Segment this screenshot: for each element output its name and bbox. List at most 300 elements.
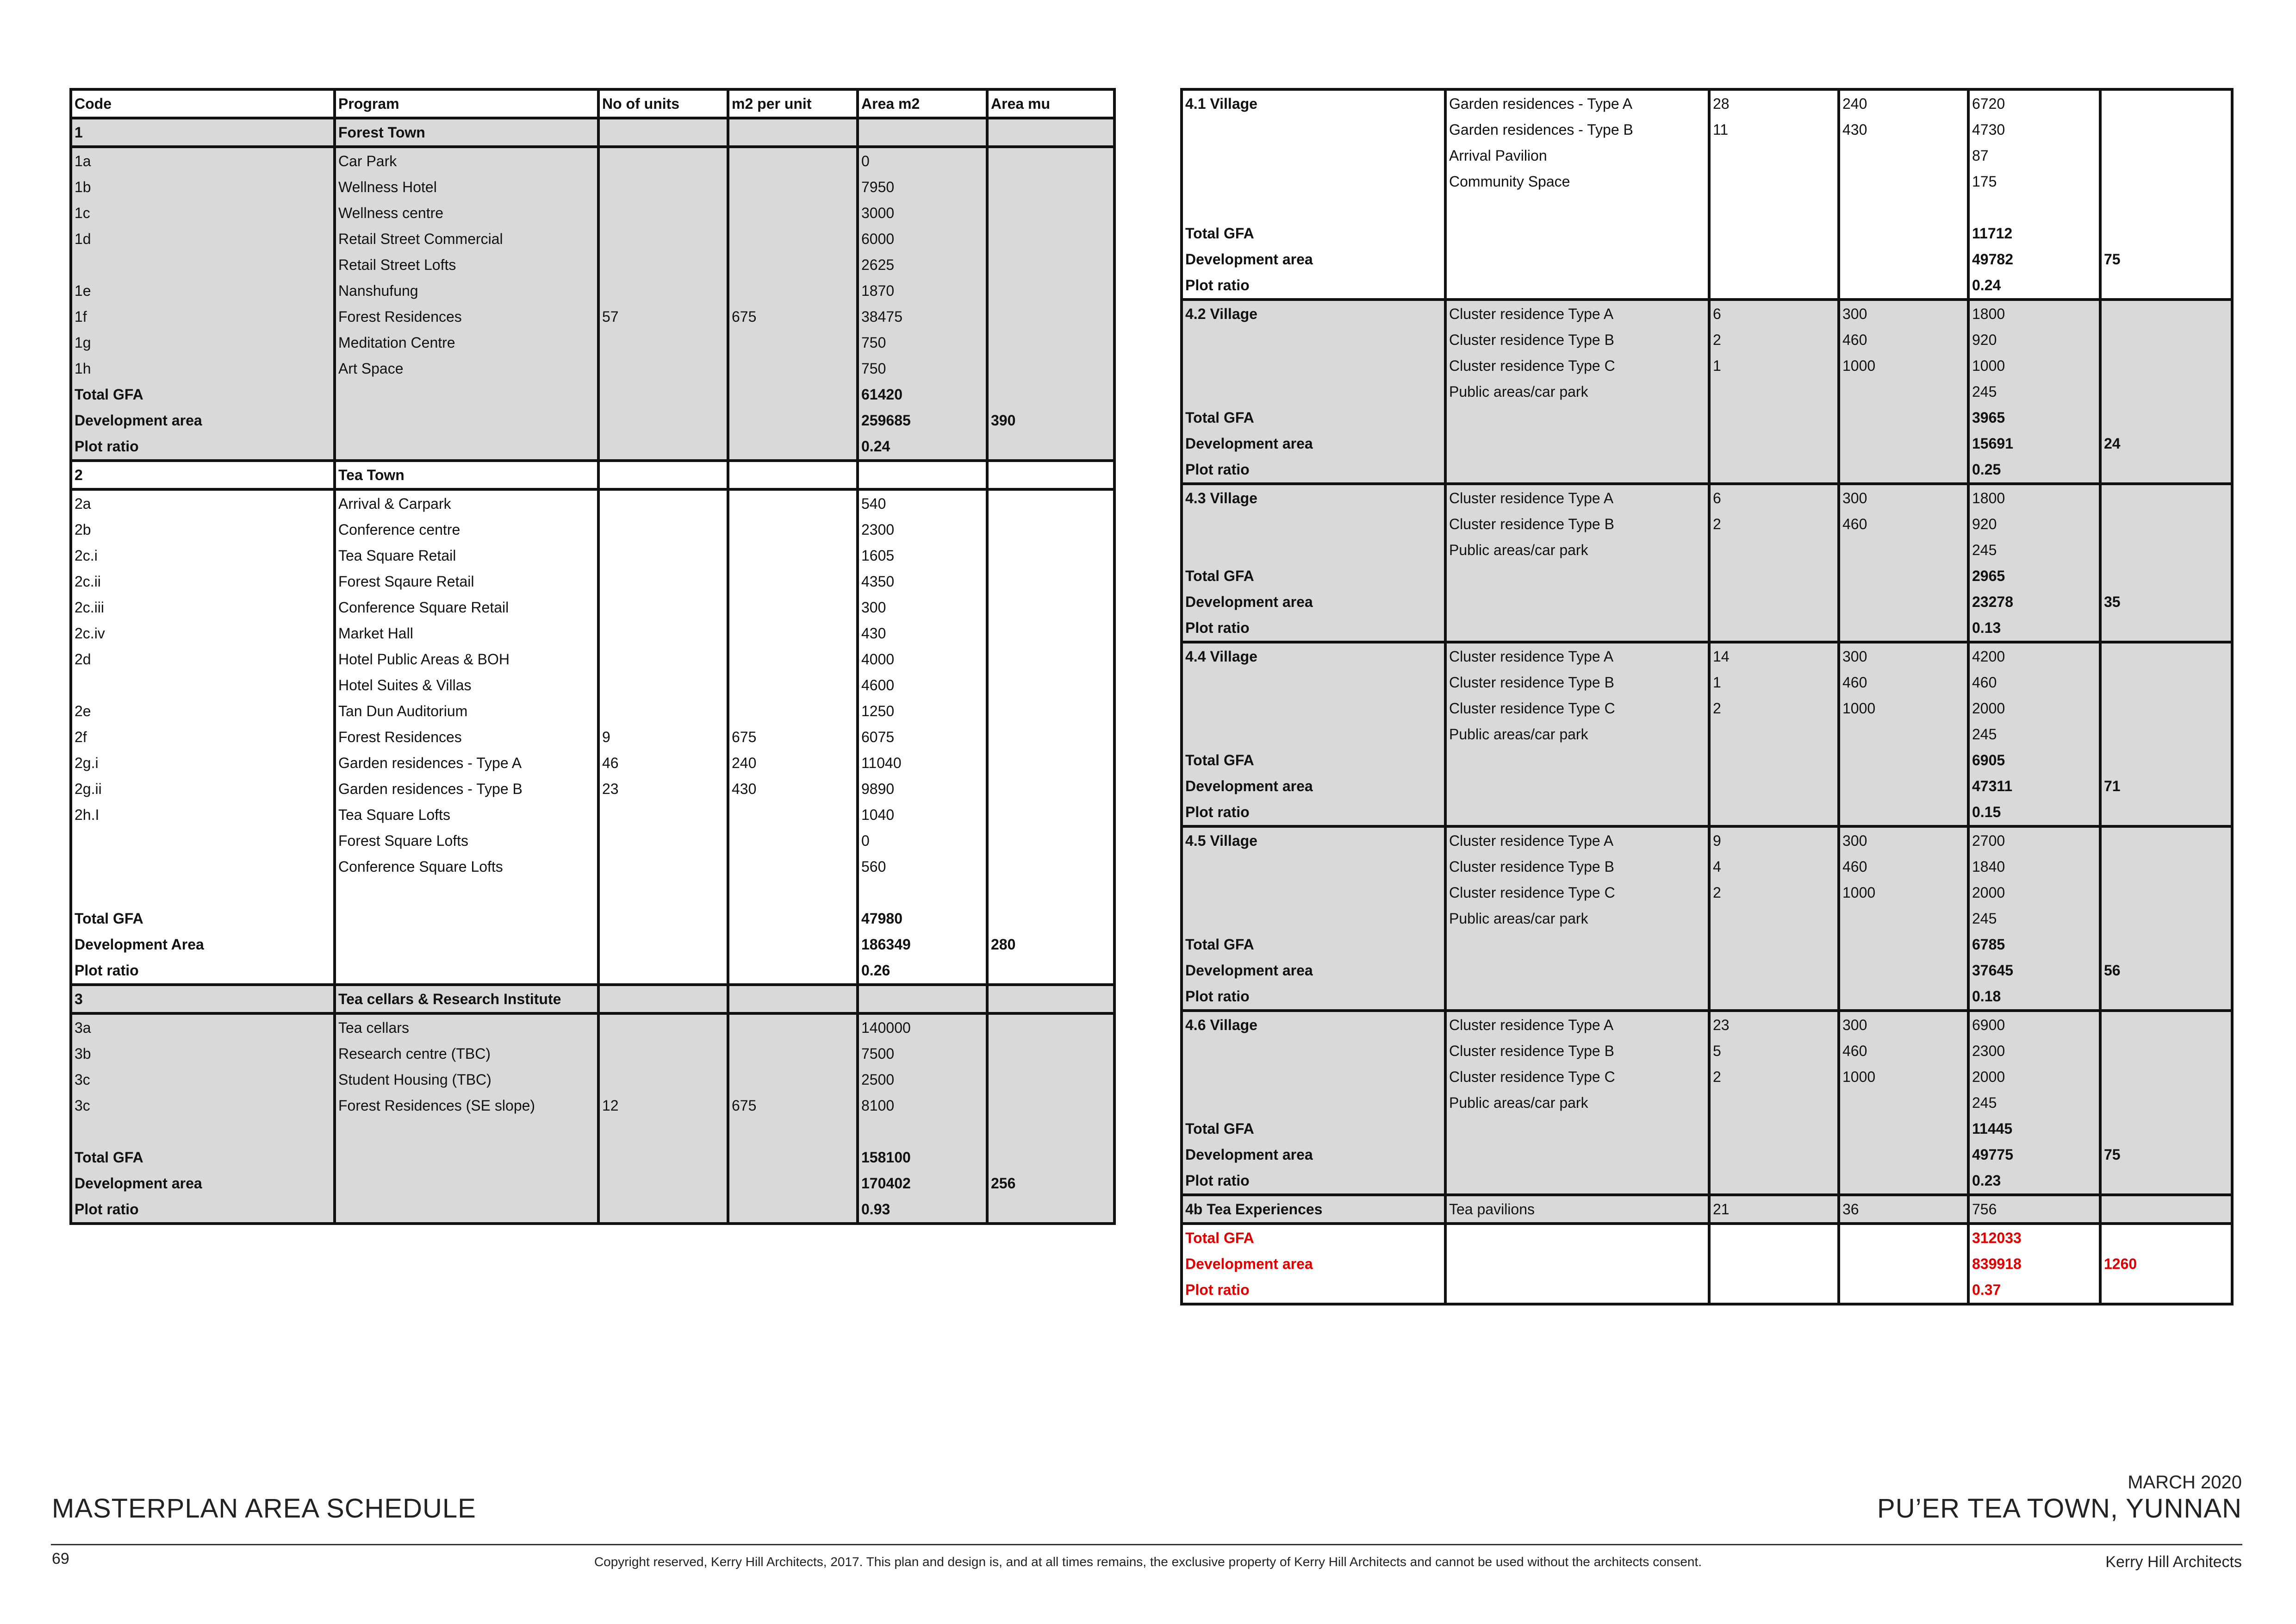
table-row <box>1182 246 2232 272</box>
table-cell <box>1445 1168 1709 1195</box>
table-row <box>1182 1038 2232 1064</box>
table-cell: 23 <box>1709 1011 1839 1038</box>
table-cell <box>987 854 1114 880</box>
table-cell <box>987 118 1114 147</box>
table-cell <box>2100 511 2232 537</box>
table-cell <box>1709 379 1839 405</box>
table-cell <box>1709 194 1839 220</box>
table-cell: 2625 <box>858 252 987 278</box>
table-cell <box>987 672 1114 698</box>
table-cell: 12 <box>598 1093 728 1118</box>
table-cell <box>2100 537 2232 563</box>
table-row <box>1182 1142 2232 1168</box>
table-cell: 560 <box>858 854 987 880</box>
table-row <box>71 543 1114 568</box>
table-cell <box>2100 669 2232 695</box>
table-cell <box>2100 1277 2232 1304</box>
table-cell <box>987 698 1114 724</box>
table-row <box>1182 143 2232 169</box>
table-row <box>71 854 1114 880</box>
table-cell: Public areas/car park <box>1445 537 1709 563</box>
table-cell <box>2100 1168 2232 1195</box>
table-cell <box>598 433 728 461</box>
table-cell: 1a <box>71 147 335 174</box>
table-cell: 1000 <box>1839 695 1968 721</box>
table-cell: 1000 <box>1839 880 1968 906</box>
table-row <box>1182 1277 2232 1304</box>
table-row <box>71 1196 1114 1224</box>
table-cell <box>987 330 1114 356</box>
table-row <box>1182 695 2232 721</box>
table-cell: 2 <box>71 461 335 489</box>
table-row <box>71 931 1114 957</box>
table-cell <box>728 330 858 356</box>
table-cell: 1 <box>1709 669 1839 695</box>
table-cell <box>598 672 728 698</box>
table-row <box>71 802 1114 828</box>
table-cell <box>728 698 858 724</box>
table-cell <box>2100 983 2232 1011</box>
table-cell: Cluster residence Type A <box>1445 300 1709 327</box>
table-cell: Forest Residences (SE slope) <box>335 1093 598 1118</box>
header-program: Program <box>335 89 598 118</box>
table-cell <box>598 200 728 226</box>
table-cell <box>1839 721 1968 747</box>
table-cell <box>1182 1090 1445 1116</box>
table-cell <box>1182 143 1445 169</box>
table-cell: 3c <box>71 1093 335 1118</box>
table-cell <box>2100 379 2232 405</box>
table-cell <box>728 1041 858 1067</box>
table-row <box>1182 194 2232 220</box>
table-cell: Research centre (TBC) <box>335 1041 598 1067</box>
table-row <box>71 880 1114 906</box>
table-row <box>1182 405 2232 431</box>
table-cell: Wellness Hotel <box>335 174 598 200</box>
table-cell: 756 <box>1968 1195 2100 1224</box>
table-cell: 4730 <box>1968 117 2100 143</box>
table-row <box>71 776 1114 802</box>
table-cell: 2000 <box>1968 1064 2100 1090</box>
table-cell: 460 <box>1839 854 1968 880</box>
table-cell <box>1709 456 1839 484</box>
table-cell: Nanshufung <box>335 278 598 304</box>
table-cell <box>1839 563 1968 589</box>
table-cell <box>987 724 1114 750</box>
table-cell <box>728 1196 858 1224</box>
table-cell <box>335 880 598 906</box>
table-cell: 9890 <box>858 776 987 802</box>
table-row <box>1182 484 2232 511</box>
table-cell <box>858 985 987 1013</box>
table-row <box>1182 379 2232 405</box>
table-cell <box>1709 405 1839 431</box>
table-cell <box>2100 272 2232 300</box>
table-row <box>71 356 1114 381</box>
table-cell: 47311 <box>1968 773 2100 799</box>
table-cell: Development Area <box>71 931 335 957</box>
table-row <box>71 724 1114 750</box>
table-cell: 75 <box>2100 1142 2232 1168</box>
table-cell: 9 <box>598 724 728 750</box>
table-cell: 0.26 <box>858 957 987 985</box>
table-cell <box>1445 194 1709 220</box>
table-cell <box>1709 1277 1839 1304</box>
table-row <box>1182 1064 2232 1090</box>
table-cell <box>1445 1142 1709 1168</box>
table-cell: Meditation Centre <box>335 330 598 356</box>
table-cell: 2g.i <box>71 750 335 776</box>
table-cell <box>987 957 1114 985</box>
table-cell <box>598 1118 728 1144</box>
table-cell <box>1839 773 1968 799</box>
table-cell <box>598 1144 728 1170</box>
table-cell <box>598 489 728 517</box>
table-cell: Development area <box>71 1170 335 1196</box>
table-cell: Tea Square Retail <box>335 543 598 568</box>
table-cell <box>1839 931 1968 957</box>
table-cell: 36 <box>1839 1195 1968 1224</box>
table-cell: 1250 <box>858 698 987 724</box>
table-cell: 750 <box>858 356 987 381</box>
table-cell <box>598 646 728 672</box>
table-cell: 23 <box>598 776 728 802</box>
table-row <box>1182 880 2232 906</box>
table-cell: 3 <box>71 985 335 1013</box>
table-row <box>1182 220 2232 246</box>
table-cell: Tea pavilions <box>1445 1195 1709 1224</box>
table-cell: 2c.iii <box>71 594 335 620</box>
table-cell <box>335 407 598 433</box>
table-cell: 1e <box>71 278 335 304</box>
table-cell: 87 <box>1968 143 2100 169</box>
table-cell: 1d <box>71 226 335 252</box>
table-cell <box>728 568 858 594</box>
table-cell: 920 <box>1968 511 2100 537</box>
table-cell <box>1839 143 1968 169</box>
table-row <box>1182 89 2232 117</box>
table-cell <box>1182 906 1445 931</box>
table-cell <box>2100 89 2232 117</box>
table-cell: 2000 <box>1968 880 2100 906</box>
table-cell: 1g <box>71 330 335 356</box>
table-cell <box>2100 1011 2232 1038</box>
table-cell <box>1709 773 1839 799</box>
table-cell: Cluster residence Type B <box>1445 1038 1709 1064</box>
table-cell <box>728 646 858 672</box>
table-cell <box>598 226 728 252</box>
table-cell <box>598 698 728 724</box>
table-cell <box>1839 456 1968 484</box>
table-cell <box>1709 563 1839 589</box>
table-cell: 6785 <box>1968 931 2100 957</box>
table-cell <box>858 118 987 147</box>
table-cell: Tea Town <box>335 461 598 489</box>
table-row <box>1182 906 2232 931</box>
table-cell <box>598 174 728 200</box>
table-cell: Public areas/car park <box>1445 1090 1709 1116</box>
table-cell: Plot ratio <box>1182 456 1445 484</box>
table-cell: Plot ratio <box>71 957 335 985</box>
table-row <box>71 828 1114 854</box>
table-row <box>71 1170 1114 1196</box>
table-row <box>71 433 1114 461</box>
table-cell: 300 <box>1839 826 1968 854</box>
table-cell: Total GFA <box>71 381 335 407</box>
table-cell <box>728 828 858 854</box>
table-cell <box>1445 747 1709 773</box>
table-cell: 460 <box>1839 327 1968 353</box>
table-cell <box>2100 405 2232 431</box>
table-row <box>71 1118 1114 1144</box>
table-cell <box>987 985 1114 1013</box>
table-cell <box>728 200 858 226</box>
table-cell <box>598 931 728 957</box>
table-row <box>1182 117 2232 143</box>
table-cell: 8100 <box>858 1093 987 1118</box>
table-cell: 1000 <box>1839 1064 1968 1090</box>
table-cell <box>728 1118 858 1144</box>
table-cell <box>1445 563 1709 589</box>
table-cell: 460 <box>1839 511 1968 537</box>
table-cell: 1800 <box>1968 300 2100 327</box>
table-cell: 460 <box>1839 669 1968 695</box>
table-cell: 49782 <box>1968 246 2100 272</box>
table-cell: 750 <box>858 330 987 356</box>
table-cell <box>2100 194 2232 220</box>
table-cell: Development area <box>71 407 335 433</box>
table-cell: Public areas/car park <box>1445 379 1709 405</box>
table-row <box>1182 1224 2232 1251</box>
table-cell <box>728 407 858 433</box>
table-cell: 15691 <box>1968 431 2100 456</box>
table-cell <box>1839 1277 1968 1304</box>
table-cell: Plot ratio <box>1182 1277 1445 1304</box>
table-cell: 38475 <box>858 304 987 330</box>
table-cell: Tea cellars & Research Institute <box>335 985 598 1013</box>
table-cell: 6900 <box>1968 1011 2100 1038</box>
table-cell <box>598 330 728 356</box>
table-cell: 6 <box>1709 484 1839 511</box>
table-cell: Total GFA <box>1182 563 1445 589</box>
table-cell: Cluster residence Type C <box>1445 880 1709 906</box>
table-cell <box>598 1170 728 1196</box>
table-cell: Arrival Pavilion <box>1445 143 1709 169</box>
table-row <box>1182 642 2232 669</box>
table-cell: Forest Sqaure Retail <box>335 568 598 594</box>
table-cell: 175 <box>1968 169 2100 194</box>
table-cell: 5 <box>1709 1038 1839 1064</box>
table-cell: Art Space <box>335 356 598 381</box>
table-cell: Development area <box>1182 431 1445 456</box>
table-cell <box>2100 300 2232 327</box>
table-cell <box>987 646 1114 672</box>
table-cell <box>2100 1195 2232 1224</box>
table-cell <box>1182 169 1445 194</box>
table-cell: 2c.iv <box>71 620 335 646</box>
table-row <box>1182 327 2232 353</box>
table-cell <box>2100 563 2232 589</box>
table-cell <box>335 1144 598 1170</box>
table-row <box>1182 721 2232 747</box>
table-cell: 56 <box>2100 957 2232 983</box>
table-cell: Total GFA <box>1182 747 1445 773</box>
table-row <box>71 698 1114 724</box>
table-cell <box>2100 721 2232 747</box>
table-cell <box>1839 220 1968 246</box>
table-cell: 4.2 Village <box>1182 300 1445 327</box>
table-cell: 675 <box>728 724 858 750</box>
table-cell: 1840 <box>1968 854 2100 880</box>
document-title: MASTERPLAN AREA SCHEDULE <box>52 1493 476 1524</box>
table-cell <box>1445 589 1709 615</box>
table-cell <box>1445 431 1709 456</box>
table-cell: 0.24 <box>1968 272 2100 300</box>
table-cell: 24 <box>2100 431 2232 456</box>
table-cell <box>1839 957 1968 983</box>
table-cell: Garden residences - Type B <box>335 776 598 802</box>
table-cell <box>1182 353 1445 379</box>
table-row <box>1182 1195 2232 1224</box>
table-cell <box>2100 353 2232 379</box>
table-cell <box>1839 983 1968 1011</box>
table-cell <box>2100 117 2232 143</box>
table-row <box>71 226 1114 252</box>
table-cell: 0.25 <box>1968 456 2100 484</box>
table-cell: Cluster residence Type A <box>1445 484 1709 511</box>
table-cell <box>598 381 728 407</box>
table-row <box>1182 1168 2232 1195</box>
table-cell: 1605 <box>858 543 987 568</box>
table-cell: 2 <box>1709 327 1839 353</box>
table-cell: 1800 <box>1968 484 2100 511</box>
table-row <box>71 672 1114 698</box>
table-cell: Total GFA <box>1182 1116 1445 1142</box>
table-cell: 158100 <box>858 1144 987 1170</box>
table-cell <box>1968 194 2100 220</box>
table-cell <box>335 433 598 461</box>
table-cell: 2 <box>1709 1064 1839 1090</box>
table-row <box>71 330 1114 356</box>
table-cell <box>335 957 598 985</box>
table-cell <box>2100 1090 2232 1116</box>
table-cell: 2b <box>71 517 335 543</box>
table-cell: Garden residences - Type A <box>1445 89 1709 117</box>
table-cell: Cluster residence Type A <box>1445 1011 1709 1038</box>
table-cell: 140000 <box>858 1013 987 1041</box>
table-cell: 1c <box>71 200 335 226</box>
table-cell <box>598 620 728 646</box>
table-cell <box>2100 906 2232 931</box>
table-row <box>71 594 1114 620</box>
table-row <box>1182 957 2232 983</box>
table-cell <box>987 147 1114 174</box>
table-row <box>71 118 1114 147</box>
table-cell <box>1839 246 1968 272</box>
project-title: PU’ER TEA TOWN, YUNNAN <box>1877 1493 2242 1524</box>
table-cell: 839918 <box>1968 1251 2100 1277</box>
table-cell <box>1182 669 1445 695</box>
table-cell: 460 <box>1839 1038 1968 1064</box>
table-cell <box>1182 327 1445 353</box>
table-row <box>71 200 1114 226</box>
table-cell <box>2100 456 2232 484</box>
table-cell: 1870 <box>858 278 987 304</box>
table-cell: 49775 <box>1968 1142 2100 1168</box>
table-row <box>1182 272 2232 300</box>
table-cell: Total GFA <box>71 906 335 931</box>
table-cell <box>1445 773 1709 799</box>
table-cell <box>1709 721 1839 747</box>
table-row <box>1182 563 2232 589</box>
table-cell: 240 <box>1839 89 1968 117</box>
table-cell <box>2100 642 2232 669</box>
table-cell: 245 <box>1968 537 2100 563</box>
table-cell: 75 <box>2100 246 2232 272</box>
table-row <box>71 750 1114 776</box>
table-cell <box>987 828 1114 854</box>
table-cell <box>1445 799 1709 826</box>
table-cell <box>335 1196 598 1224</box>
table-cell <box>728 620 858 646</box>
table-cell: 2a <box>71 489 335 517</box>
table-cell <box>335 1170 598 1196</box>
table-cell <box>2100 1224 2232 1251</box>
table-cell <box>335 1118 598 1144</box>
table-row <box>71 517 1114 543</box>
table-cell: Student Housing (TBC) <box>335 1067 598 1093</box>
table-cell: Tea Square Lofts <box>335 802 598 828</box>
table-row <box>71 906 1114 931</box>
table-cell <box>987 1144 1114 1170</box>
table-cell: Hotel Suites & Villas <box>335 672 598 698</box>
table-cell: 4000 <box>858 646 987 672</box>
table-cell: Tea cellars <box>335 1013 598 1041</box>
table-cell <box>1709 1090 1839 1116</box>
table-cell <box>598 854 728 880</box>
table-cell <box>1182 721 1445 747</box>
table-cell <box>598 1013 728 1041</box>
table-row <box>1182 511 2232 537</box>
table-cell: 6720 <box>1968 89 2100 117</box>
table-cell <box>598 543 728 568</box>
table-cell: 35 <box>2100 589 2232 615</box>
table-cell: 1h <box>71 356 335 381</box>
table-row <box>71 957 1114 985</box>
table-cell <box>987 1041 1114 1067</box>
table-cell <box>728 957 858 985</box>
table-cell: 1260 <box>2100 1251 2232 1277</box>
table-cell <box>728 1170 858 1196</box>
table-cell <box>1839 1116 1968 1142</box>
table-cell: Development area <box>1182 773 1445 799</box>
table-cell: Plot ratio <box>1182 272 1445 300</box>
table-cell: 300 <box>1839 1011 1968 1038</box>
table-row <box>1182 1090 2232 1116</box>
table-cell <box>987 776 1114 802</box>
table-cell: Plot ratio <box>1182 1168 1445 1195</box>
table-cell: 3000 <box>858 200 987 226</box>
table-row <box>1182 456 2232 484</box>
table-cell: 1000 <box>1968 353 2100 379</box>
table-cell <box>71 828 335 854</box>
table-cell: 2500 <box>858 1067 987 1093</box>
table-cell: Total GFA <box>1182 220 1445 246</box>
table-row <box>71 304 1114 330</box>
table-cell: 4200 <box>1968 642 2100 669</box>
table-cell <box>728 118 858 147</box>
table-row <box>71 489 1114 517</box>
